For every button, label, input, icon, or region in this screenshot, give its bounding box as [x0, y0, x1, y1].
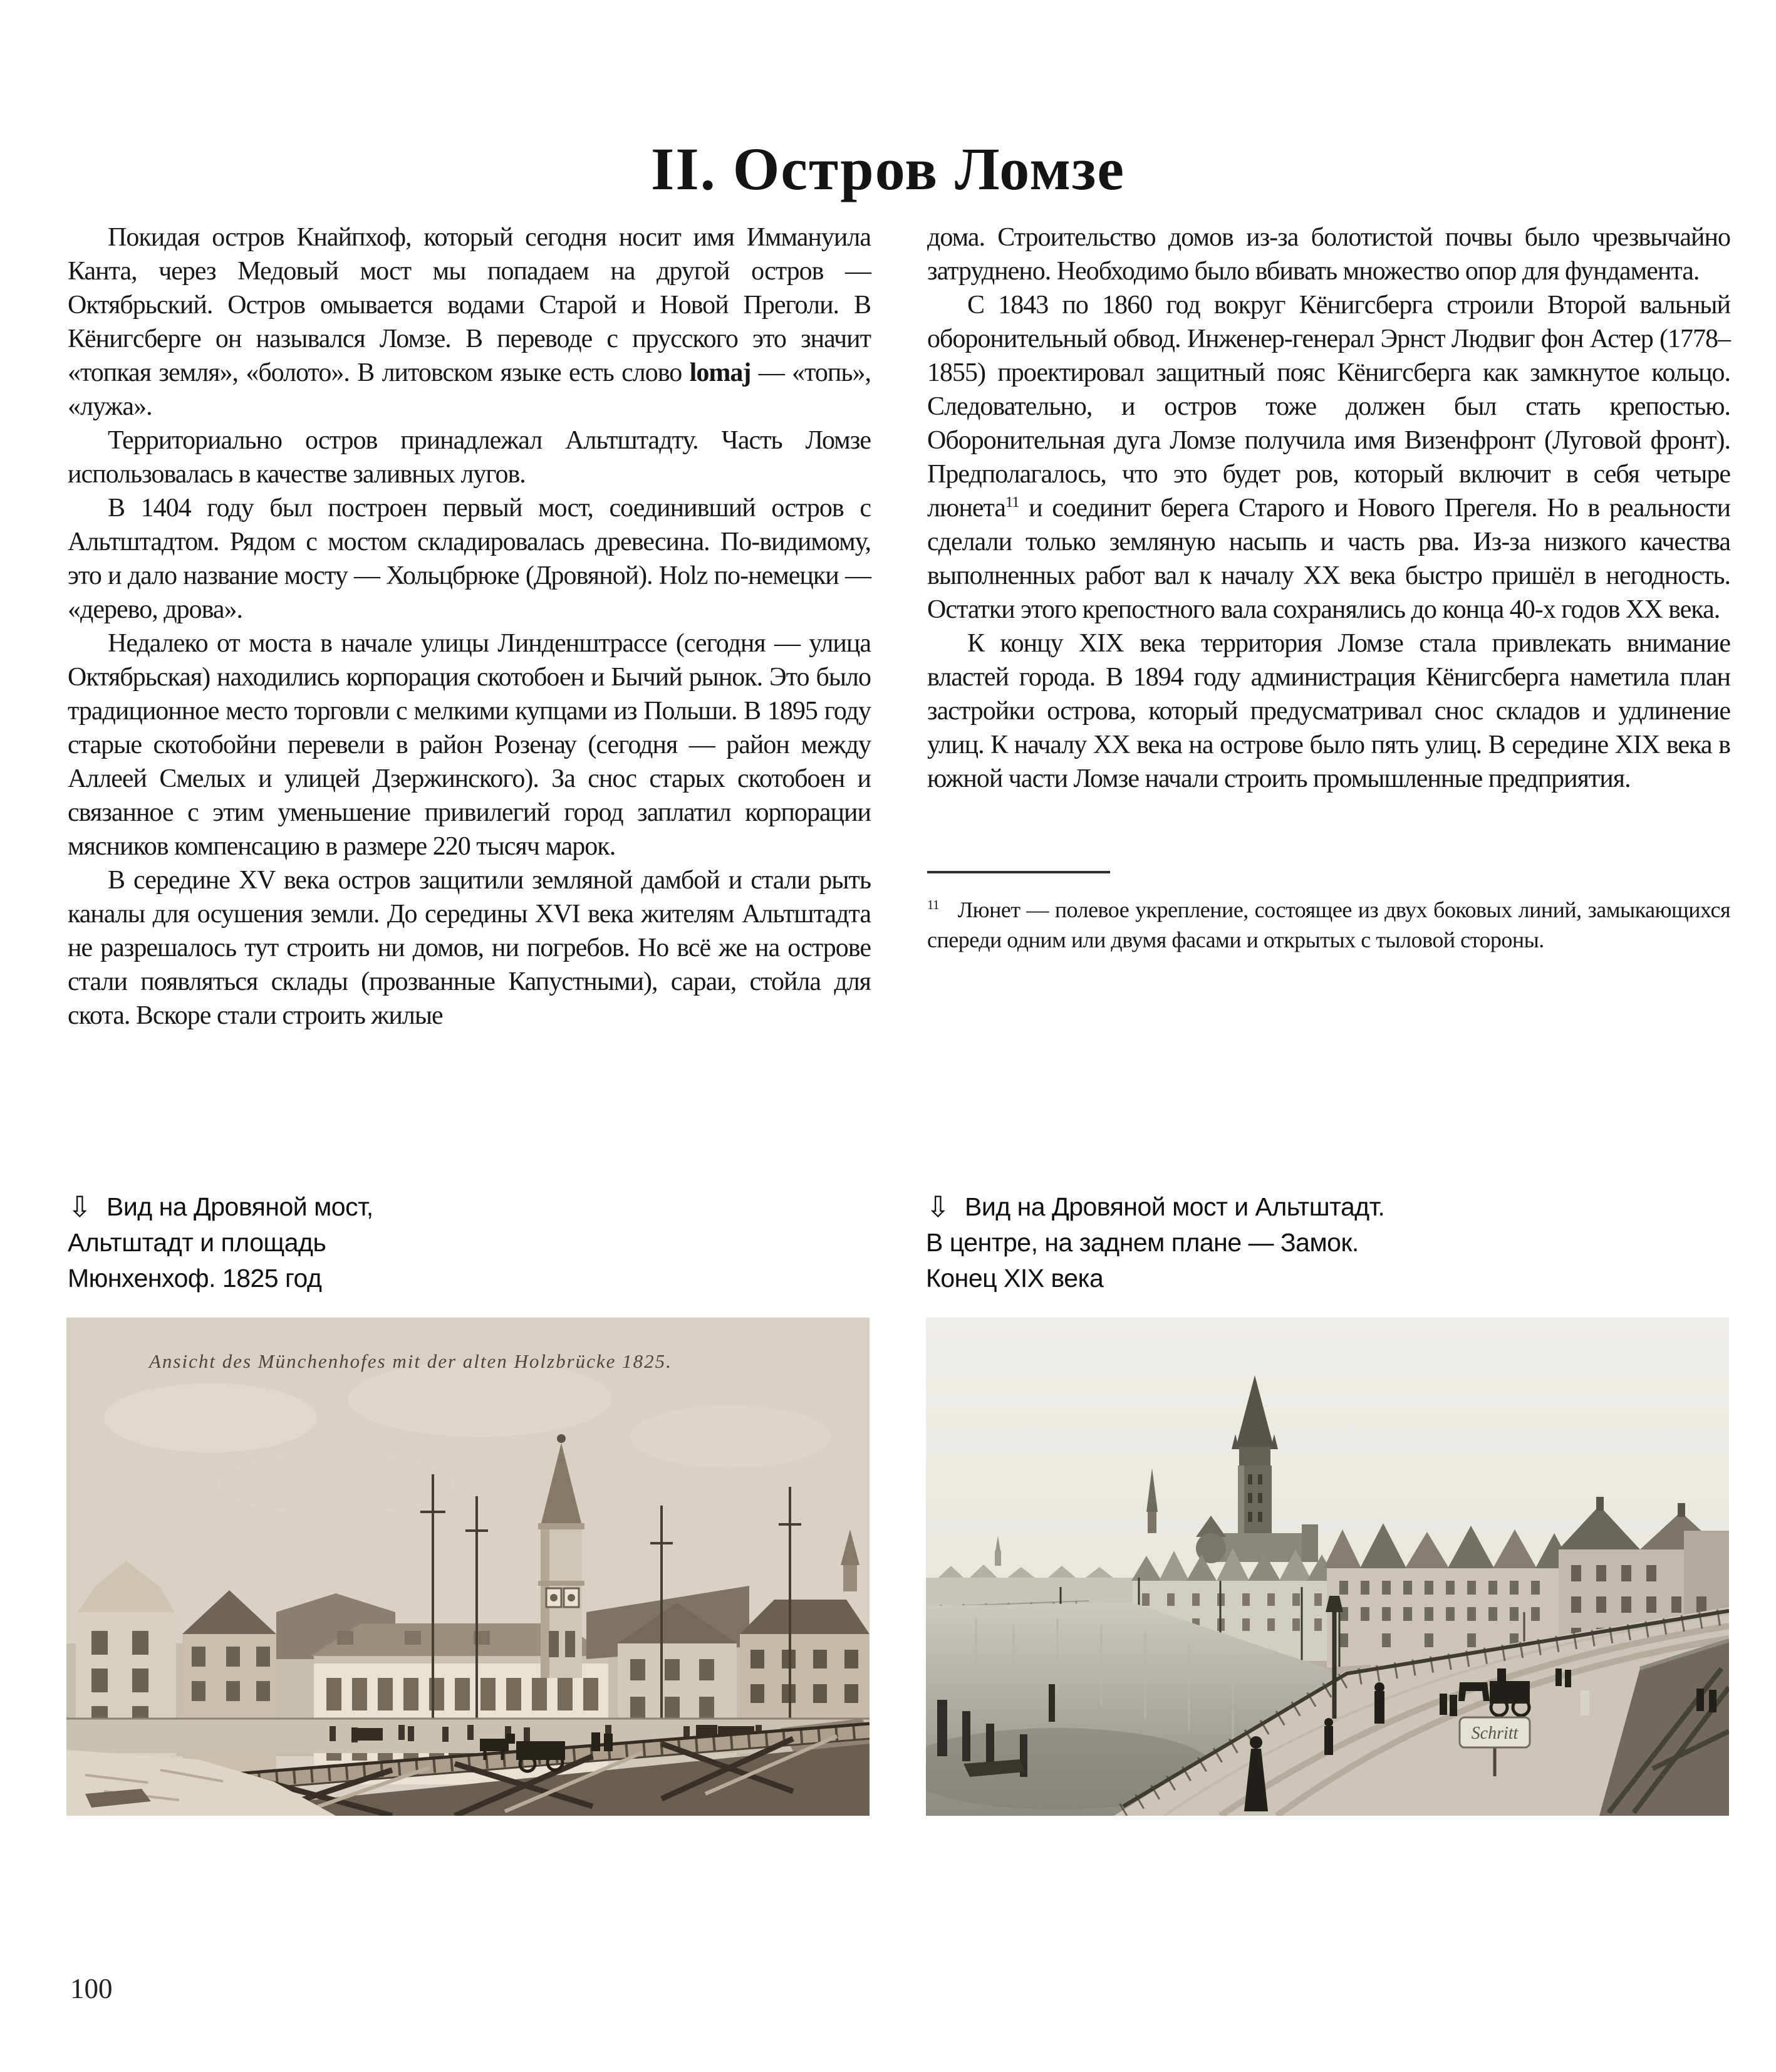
footnote-block: [927, 871, 1730, 955]
photo-holzbruecke-altstadt: [926, 1318, 1729, 1816]
left-text-column: [68, 221, 871, 1033]
down-arrow-icon: ⇩: [926, 1190, 950, 1223]
caption-text: Вид на Дровяной мост и Альтштадт.: [965, 1192, 1385, 1221]
paragraph: Территориально остров принадлежал Альтштадту. Часть Ломзе использовалась в качестве заливных лугов.: [68, 426, 871, 489]
right-text-column: [927, 221, 1730, 955]
caption-line: Альтштадт и площадь: [68, 1228, 326, 1257]
page-number: 100: [70, 1973, 113, 2004]
caption-text: Вид на Дровяной мост,: [106, 1192, 373, 1221]
engraving-holzbruecke-1825: [66, 1318, 870, 1816]
caption-right: [926, 1188, 1584, 1296]
paragraph: К концу XIX века территория Ломзе стала привлекать внимание властей города. В 1894 году администрация Кёнигсберга наметила план застройки острова, который предусматривал снос складов и удлинение улиц. К началу XX века на острове было пять улиц. В середине XIX века в южной части Ломзе начали строить промышленные предприятия.: [927, 629, 1730, 793]
paragraph-text: и соединит берега Старого и Нового Прегеля. Но в реальности сделали только земляную насыпь и часть рва. Из-за низкого качества выполненных работ вал к началу XX века быстро пришёл в негодность. Остатки этого крепостного вала сохранялись до конца 40-х годов XX века.: [927, 494, 1730, 624]
paragraph: В 1404 году был построен первый мост, соединивший остров с Альтштадтом. Рядом с мостом складировалась древесина. По-видимому, это и дало название мосту — Хольцбрюке (Дровяной). Holz по-немецки — «дерево, дрова».: [68, 494, 871, 624]
figure-engraving-holzbruecke-1825: [66, 1318, 870, 1816]
footnote-divider: [927, 871, 1110, 873]
footnote-marker: 11: [927, 897, 940, 912]
caption-line: [926, 1188, 1584, 1225]
footnote-reference: 11: [1005, 494, 1019, 511]
paragraph: [68, 221, 871, 424]
paragraph: дома. Строительство домов из-за болотистой почвы было чрезвычайно затруднено. Необходимо было вбивать множество опор для фундамента.: [927, 223, 1730, 286]
down-arrow-icon: ⇩: [68, 1190, 92, 1223]
paragraph-text: С 1843 по 1860 год вокруг Кёнигсберга строили Второй вальный оборонительный обвод. Инженер-генерал Эрнст Людвиг фон Астер (1778–1855) проектировал защитный пояс Кёнигсберга как замкнутое кольцо. Следовательно, и остров тоже должен был стать крепостью. Оборонительная дуга Ломзе получила имя Визенфронт (Луговой фронт). Предполагалось, что это будет ров, который включит в себя четыре люнета: [927, 291, 1730, 523]
paragraph-text: Покидая остров Кнайпхоф, который сегодня носит имя Иммануила Канта, через Медовый мост мы попадаем на другой остров — Октябрьский. Остров омывается водами Старой и Новой Преголи. В Кёнигсберге он назывался Ломзе. В переводе с прусского это значит «топкая земля», «болото». В литовском языке есть слово: [68, 223, 871, 387]
sign-text: Schritt: [1471, 1724, 1519, 1743]
bold-word: lomaj: [689, 358, 751, 387]
page-title: II. Остров Ломзе: [650, 135, 1126, 203]
paragraph: В середине XV века остров защитили земляной дамбой и стали рыть каналы для осушения земли. До середины XVI века жителям Альтштадта не разрешалось тут строить ни домов, ни погребов. Но всё же на острове стали появляться склады (прозванные Капустными), сараи, стойла для скота. Вскоре стали строить жилые: [68, 866, 871, 1030]
caption-line: Мюнхенхоф. 1825 год: [68, 1264, 322, 1293]
paragraph: [927, 288, 1730, 627]
paragraph: Недалеко от моста в начале улицы Линденштрассе (сегодня — улица Октябрьская) находились корпорация скотобоен и Бычий рынок. Это было традиционное место торговли с мелкими купцами из Польши. В 1895 году старые скотобойни перевели в район Розенау (сегодня — район между Аллеей Смелых и улицей Дзержинского). За снос старых скотобоен и связанное с этим уменьшение привилегий город заплатил корпорации мясников компенсацию в размере 220 тысяч марок.: [68, 629, 871, 861]
caption-line: [68, 1188, 606, 1225]
caption-left: [68, 1188, 606, 1296]
caption-line: Конец XIX века: [926, 1264, 1104, 1293]
engraving-inscription: Ansicht des Münchenhofes mit der alten Holzbrücke 1825.: [149, 1350, 672, 1372]
figure-photo-holzbruecke-altstadt: [926, 1318, 1729, 1816]
footnote-text: Люнет — полевое укрепление, состоящее из двух боковых линий, замыкающихся спереди одним или двумя фасами и открытых с тыловой стороны.: [927, 897, 1730, 952]
footnote: [927, 895, 1730, 955]
caption-line: В центре, на заднем плане — Замок.: [926, 1228, 1359, 1257]
paragraph-text: — «топь», «лужа».: [68, 358, 871, 421]
